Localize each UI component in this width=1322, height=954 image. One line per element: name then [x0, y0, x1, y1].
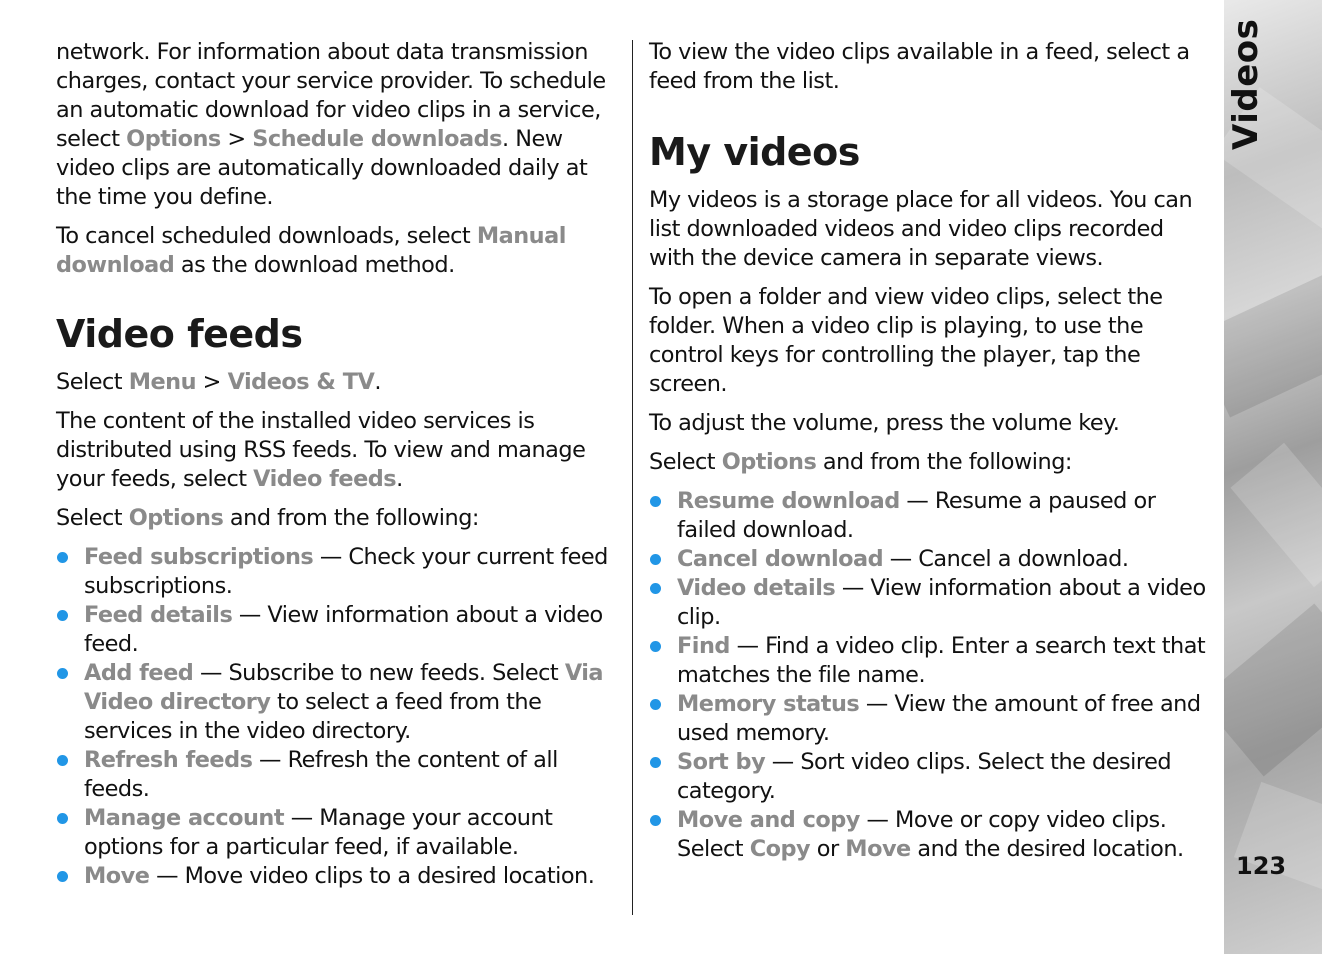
list-item: Video details — View information about a video clip. — [649, 574, 1213, 632]
paragraph: To cancel scheduled downloads, select Manual download as the download method. — [56, 223, 566, 278]
bullet-icon — [650, 815, 661, 826]
list-item: Add feed — Subscribe to new feeds. Select Via Video directory to select a feed from the services in the video directory. — [56, 659, 618, 746]
paragraph: To open a folder and view video clips, select the folder. When a video clip is playing, to use the control keys for controlling the player, tap the screen. — [649, 284, 1163, 397]
list-item: Manage account — Manage your account options for a particular feed, if available. — [56, 804, 618, 862]
paragraph: network. For information about data transmission charges, contact your service provider. To schedule an automatic download for video clips in a service, select Options > Schedule downloads. New video clips are automatically downloaded daily at the time you define. — [56, 39, 606, 210]
options-link: Options — [721, 449, 817, 475]
bullet-icon — [650, 554, 661, 565]
bullet-icon — [57, 610, 68, 621]
list-item: Feed subscriptions — Check your current feed subscriptions. — [56, 543, 618, 601]
bullet-icon — [57, 668, 68, 679]
list-item: Memory status — View the amount of free and used memory. — [649, 690, 1213, 748]
options-link: Options — [126, 126, 221, 152]
heading-my-videos: My videos — [649, 130, 860, 174]
list-item: Sort by — Sort video clips. Select the desired category. — [649, 748, 1213, 806]
list-item: Move — Move video clips to a desired location. — [56, 862, 618, 891]
paragraph: Select Menu > Videos & TV. — [56, 369, 381, 395]
bullet-icon — [57, 871, 68, 882]
list-item: Move and copy — Move or copy video clips. Select Copy or Move and the desired location. — [649, 806, 1213, 864]
videos-tv-link: Videos & TV — [227, 369, 375, 395]
bullet-icon — [650, 583, 661, 594]
bullet-icon — [650, 699, 661, 710]
video-feeds-link: Video feeds — [253, 466, 397, 492]
paragraph: The content of the installed video services is distributed using RSS feeds. To view and manage your feeds, select Video feeds. — [56, 408, 586, 492]
page-number: 123 — [1236, 852, 1287, 880]
schedule-downloads-link: Schedule downloads — [252, 126, 502, 152]
paragraph: My videos is a storage place for all videos. You can list downloaded videos and video clips recorded with the device camera in separate views. — [649, 187, 1193, 271]
column-divider — [632, 40, 633, 915]
heading-video-feeds: Video feeds — [56, 312, 303, 356]
right-column — [649, 38, 1213, 864]
list-item: Resume download — Resume a paused or failed download. — [649, 487, 1213, 545]
options-list — [649, 487, 1213, 864]
list-item: Refresh feeds — Refresh the content of all feeds. — [56, 746, 618, 804]
bullet-icon — [650, 757, 661, 768]
list-item: Cancel download — Cancel a download. — [649, 545, 1213, 574]
menu-link: Menu — [128, 369, 197, 395]
paragraph: To adjust the volume, press the volume key. — [649, 410, 1120, 436]
left-column — [56, 38, 618, 891]
section-title: Videos — [1226, 18, 1266, 150]
list-item: Feed details — View information about a video feed. — [56, 601, 618, 659]
bullet-icon — [650, 641, 661, 652]
options-link: Options — [128, 505, 224, 531]
paragraph: Select Options and from the following: — [56, 505, 479, 531]
bullet-icon — [57, 755, 68, 766]
options-list — [56, 543, 618, 891]
bullet-icon — [57, 813, 68, 824]
manual-download-link: Manual download — [56, 223, 566, 278]
paragraph: To view the video clips available in a feed, select a feed from the list. — [649, 39, 1190, 94]
bullet-icon — [57, 552, 68, 563]
list-item: Find — Find a video clip. Enter a search text that matches the file name. — [649, 632, 1213, 690]
paragraph: Select Options and from the following: — [649, 449, 1072, 475]
bullet-icon — [650, 496, 661, 507]
